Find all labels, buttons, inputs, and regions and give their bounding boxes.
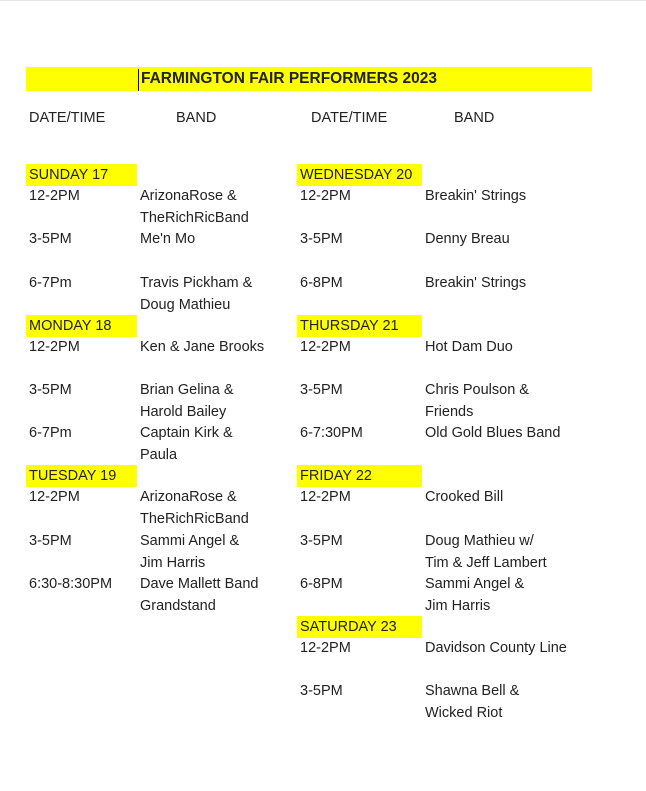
- slot-time: 12-2PM: [29, 489, 80, 505]
- slot-time: 3-5PM: [29, 231, 72, 247]
- slot-time: 6:30-8:30PM: [29, 576, 113, 592]
- slot-band: Sammi Angel & Jim Harris: [140, 533, 240, 571]
- day-heading: MONDAY 18: [29, 318, 112, 334]
- slot-time: 12-2PM: [300, 339, 351, 355]
- slot-band: Sammi Angel & Jim Harris: [425, 576, 525, 614]
- slot-time: 12-2PM: [29, 188, 80, 204]
- header-left-band: BAND: [176, 110, 217, 126]
- slot-band: Old Gold Blues Band: [425, 425, 561, 441]
- slot-band: Travis Pickham & Doug Mathieu: [140, 275, 253, 313]
- slot-band: Davidson County Line: [425, 640, 567, 656]
- slot-time: 6-7Pm: [29, 425, 72, 441]
- slot-band: Dave Mallett Band Grandstand: [140, 576, 259, 614]
- day-heading: SUNDAY 17: [29, 167, 109, 183]
- slot-time: 12-2PM: [300, 640, 351, 656]
- header-right-band: BAND: [454, 110, 495, 126]
- day-heading: FRIDAY 22: [300, 468, 372, 484]
- slot-time: 12-2PM: [300, 188, 351, 204]
- header-right-datetime: DATE/TIME: [311, 110, 388, 126]
- page-top-border: [0, 0, 646, 1]
- slot-time: 3-5PM: [29, 382, 72, 398]
- slot-band: ArizonaRose & TheRichRicBand: [140, 489, 249, 527]
- slot-time: 3-5PM: [300, 683, 343, 699]
- slot-time: 12-2PM: [29, 339, 80, 355]
- slot-band: Brian Gelina & Harold Bailey: [140, 382, 234, 420]
- slot-band: Hot Dam Duo: [425, 339, 513, 355]
- text-cursor: [138, 69, 139, 91]
- slot-band: Ken & Jane Brooks: [140, 339, 265, 355]
- day-heading: TUESDAY 19: [29, 468, 117, 484]
- day-heading: SATURDAY 23: [300, 619, 397, 635]
- slot-time: 6-7Pm: [29, 275, 72, 291]
- slot-time: 3-5PM: [300, 231, 343, 247]
- slot-band: Doug Mathieu w/ Tim & Jeff Lambert: [425, 533, 547, 571]
- slot-time: 3-5PM: [300, 382, 343, 398]
- slot-time: 6-7:30PM: [300, 425, 363, 441]
- slot-band: Captain Kirk & Paula: [140, 425, 233, 463]
- slot-time: 3-5PM: [29, 533, 72, 549]
- slot-time: 12-2PM: [300, 489, 351, 505]
- slot-band: Breakin' Strings: [425, 275, 527, 291]
- slot-band: Breakin' Strings: [425, 188, 527, 204]
- day-heading: THURSDAY 21: [300, 318, 399, 334]
- day-heading: WEDNESDAY 20: [300, 167, 413, 183]
- slot-time: 6-8PM: [300, 275, 343, 291]
- slot-time: 6-8PM: [300, 576, 343, 592]
- slot-band: ArizonaRose & TheRichRicBand: [140, 188, 249, 226]
- slot-time: 3-5PM: [300, 533, 343, 549]
- slot-band: Shawna Bell & Wicked Riot: [425, 683, 520, 721]
- page-title: FARMINGTON FAIR PERFORMERS 2023: [141, 70, 437, 87]
- slot-band: Crooked Bill: [425, 489, 504, 505]
- slot-band: Me'n Mo: [140, 231, 196, 247]
- slot-band: Chris Poulson & Friends: [425, 382, 529, 420]
- slot-band: Denny Breau: [425, 231, 510, 247]
- header-left-datetime: DATE/TIME: [29, 110, 106, 126]
